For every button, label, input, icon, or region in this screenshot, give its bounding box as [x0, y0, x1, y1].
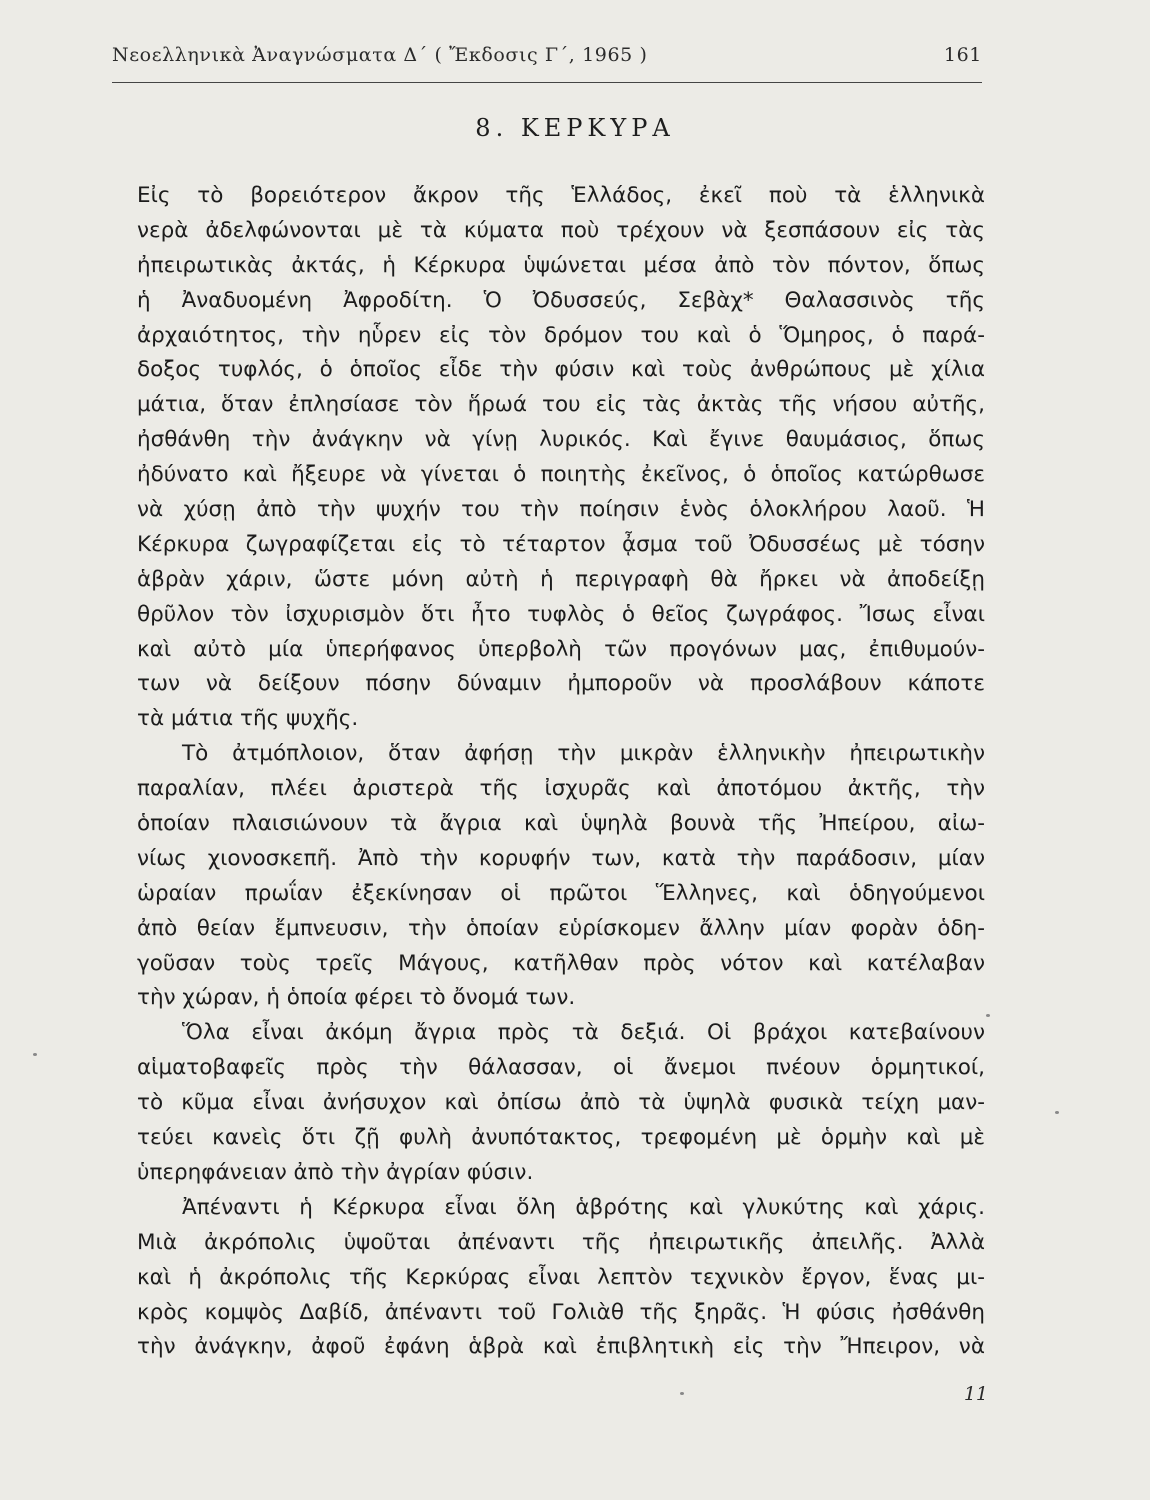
paragraph-1 [137, 179, 985, 737]
text-line: νὰ χύσῃ ἀπὸ τὴν ψυχήν του τὴν ποίησιν ἑνὸς ὁλοκλήρου λαοῦ. Ἡ [137, 497, 985, 523]
text-line: ὡραίαν πρωΐαν ἐξεκίνησαν οἱ πρῶτοι Ἕλληνες, καὶ ὁδηγούμενοι [137, 880, 985, 906]
paragraph-3 [137, 1016, 985, 1190]
text-line: Εἰς τὸ βορειότερον ἄκρον τῆς Ἑλλάδος, ἐκεῖ ποὺ τὰ ἑλληνικὰ [137, 183, 985, 208]
text-line: αἱματοβαφεῖς πρὸς τὴν θάλασσαν, οἱ ἄνεμοι πνέουν ὁρμητικοί, [137, 1055, 985, 1081]
header-rule [112, 82, 982, 83]
paper-speck [1055, 1111, 1059, 1114]
text-line: Μιὰ ἀκρόπολις ὑψοῦται ἀπέναντι τῆς ἠπειρωτικῆς ἀπειλῆς. Ἀλλὰ [137, 1229, 985, 1255]
paragraph-4 [137, 1191, 985, 1365]
text-line: Τὸ ἀτμόπλοιον, ὅταν ἀφήσῃ τὴν μικρὰν ἑλληνικὴν ἠπειρωτικὴν [182, 741, 985, 767]
text-line: ἀρχαιότητος, τὴν ηὗρεν εἰς τὸν δρόμον του καὶ ὁ Ὅμηρος, ὁ παρά- [137, 322, 985, 348]
paper-speck [33, 1053, 37, 1056]
chapter-heading: 8. ΚΕΡΚΥΡΑ [475, 114, 675, 142]
text-line: καὶ αὐτὸ μία ὑπερήφανος ὑπερβολὴ τῶν προγόνων μας, ἐπιθυμούν- [137, 636, 985, 662]
text-line: μάτια, ὅταν ἐπλησίασε τὸν ἥρωά του εἰς τὰς ἀκτὰς τῆς νήσου αὐτῆς, [137, 392, 985, 418]
text-line: δοξος τυφλός, ὁ ὁποῖος εἶδε τὴν φύσιν καὶ τοὺς ἀνθρώπους μὲ χίλια [137, 357, 985, 383]
text-line: ὑπερηφάνειαν ἀπὸ τὴν ἀγρίαν φύσιν. [137, 1159, 534, 1185]
text-line: ὁποίαν πλαισιώνουν τὰ ἄγρια καὶ ὑψηλὰ βουνὰ τῆς Ἠπείρου, αἰω- [137, 811, 985, 837]
body-text [137, 179, 985, 1365]
paper-speck [986, 1014, 990, 1017]
text-line: τὴν χώραν, ἡ ὁποία φέρει τὸ ὄνομά των. [137, 985, 576, 1011]
text-line: Ὅλα εἶναι ἀκόμη ἄγρια πρὸς τὰ δεξιά. Οἱ βράχοι κατεβαίνουν [182, 1020, 985, 1046]
text-line: νίως χιονοσκεπῆ. Ἀπὸ τὴν κορυφήν των, κατὰ τὴν παράδοσιν, μίαν [137, 845, 985, 871]
text-line: Κέρκυρα ζωγραφίζεται εἰς τὸ τέταρτον ᾆσμα τοῦ Ὀδυσσέως μὲ τόσην [137, 531, 985, 557]
text-line: θρῦλον τὸν ἰσχυρισμὸν ὅτι ἦτο τυφλὸς ὁ θεῖος ζωγράφος. Ἴσως εἶναι [137, 601, 985, 627]
text-line: ἠδύνατο καὶ ἤξευρε νὰ γίνεται ὁ ποιητὴς ἐκεῖνος, ὁ ὁποῖος κατώρθωσε [137, 462, 985, 488]
page-number: 161 [943, 44, 982, 66]
text-line: κρὸς κομψὸς Δαβίδ, ἀπέναντι τοῦ Γολιὰθ τῆς ξηρᾶς. Ἡ φύσις ἠσθάνθη [137, 1299, 985, 1325]
text-line: ἡ Ἀναδυομένη Ἀφροδίτη. Ὁ Ὀδυσσεύς, Σεβὰχ* Θαλασσινὸς τῆς [137, 287, 985, 313]
text-line: τὸ κῦμα εἶναι ἀνήσυχον καὶ ὀπίσω ἀπὸ τὰ ὑψηλὰ φυσικὰ τείχη μαν- [137, 1090, 985, 1116]
text-line: τὴν ἀνάγκην, ἀφοῦ ἐφάνη ἁβρὰ καὶ ἐπιβλητικὴ εἰς τὴν Ἤπειρον, νὰ [137, 1334, 985, 1360]
text-line: ἠσθάνθη τὴν ἀνάγκην νὰ γίνῃ λυρικός. Καὶ ἔγινε θαυμάσιος, ὅπως [137, 427, 985, 453]
running-head-title: Νεοελληνικὰ Ἀναγνώσματα Δ΄ ( Ἔκδοσις Γ΄, 1965 ) [112, 44, 648, 66]
text-line: Ἀπέναντι ἡ Κέρκυρα εἶναι ὅλη ἁβρότης καὶ γλυκύτης καὶ χάρις. [182, 1194, 985, 1220]
text-line: καὶ ἡ ἀκρόπολις τῆς Κερκύρας εἶναι λεπτὸν τεχνικὸν ἔργον, ἕνας μι- [137, 1264, 985, 1290]
signature-folio: 11 [963, 1383, 988, 1405]
text-line: νερὰ ἀδελφώνονται μὲ τὰ κύματα ποὺ τρέχουν νὰ ξεσπάσουν εἰς τὰς [137, 217, 985, 243]
text-line: τὰ μάτια τῆς ψυχῆς. [137, 706, 359, 732]
text-line: παραλίαν, πλέει ἀριστερὰ τῆς ἰσχυρᾶς καὶ ἀποτόμου ἀκτῆς, τὴν [137, 776, 985, 802]
text-line: των νὰ δείξουν πόσην δύναμιν ἠμποροῦν νὰ προσλάβουν κάποτε [137, 671, 985, 697]
text-line: τεύει κανεὶς ὅτι ζῇ φυλὴ ἀνυπότακτος, τρεφομένη μὲ ὁρμὴν καὶ μὲ [137, 1125, 985, 1151]
paper-speck [680, 1392, 684, 1395]
text-line: γοῦσαν τοὺς τρεῖς Μάγους, κατῆλθαν πρὸς νότον καὶ κατέλαβαν [137, 950, 985, 976]
running-head [112, 38, 982, 78]
text-line: ἀπὸ θείαν ἔμπνευσιν, τὴν ὁποίαν εὑρίσκομεν ἄλλην μίαν φορὰν ὁδη- [137, 915, 985, 941]
text-line: ἁβρὰν χάριν, ὥστε μόνη αὐτὴ ἡ περιγραφὴ θὰ ἤρκει νὰ ἀποδείξῃ [137, 566, 985, 592]
paragraph-2 [137, 737, 985, 1016]
text-line: ἠπειρωτικὰς ἀκτάς, ἡ Κέρκυρα ὑψώνεται μέσα ἀπὸ τὸν πόντον, ὅπως [137, 252, 985, 278]
